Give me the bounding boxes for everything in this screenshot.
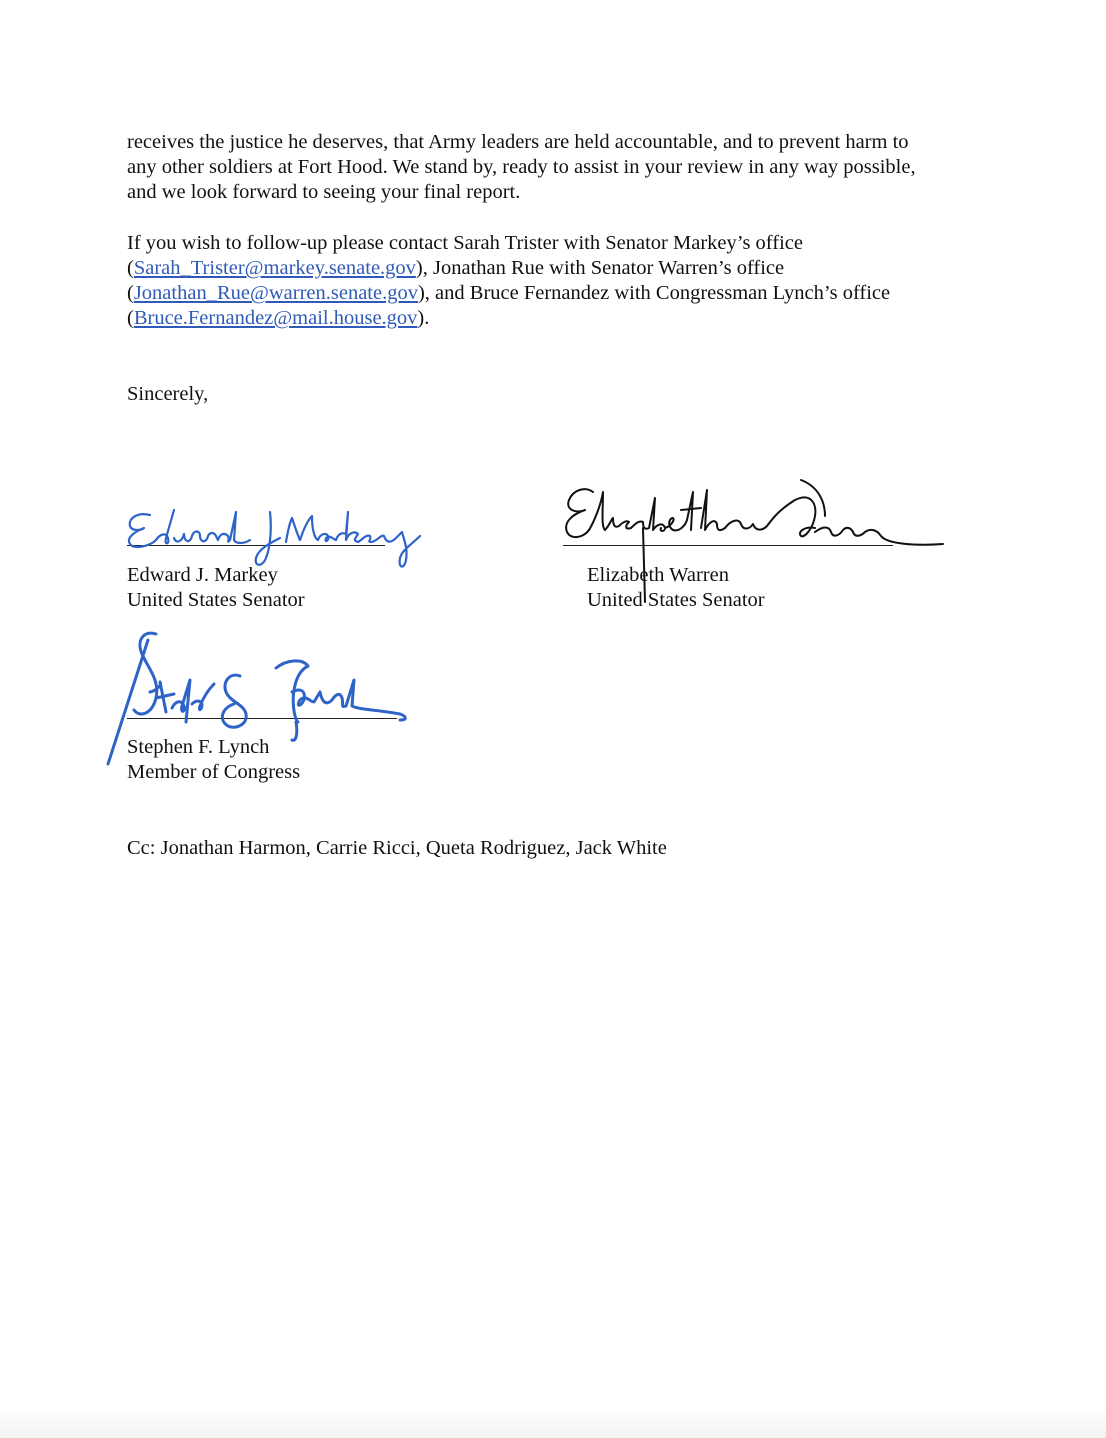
contact-line: If you wish to follow-up please contact Sarah Trister with Senator Markey’s office (127, 232, 803, 254)
signatory-title: Member of Congress (127, 761, 301, 783)
paragraph-line: and we look forward to seeing your final report. (127, 181, 521, 203)
signatory-name: Edward J. Markey (127, 564, 278, 586)
signatory-block-markey (127, 563, 305, 613)
email-link-trister[interactable]: Sarah_Trister@markey.senate.gov (133, 257, 416, 279)
signatory-name: Elizabeth Warren (587, 564, 729, 586)
contact-line (127, 256, 784, 281)
signatory-title: United States Senator (587, 589, 765, 611)
closing: Sincerely, (127, 383, 209, 405)
contact-line (127, 281, 890, 306)
contact-line (127, 306, 429, 331)
page-bottom-shade (0, 1408, 1106, 1438)
paragraph-line: receives the justice he deserves, that Army leaders are held accountable, and to prevent harm to (127, 131, 909, 153)
open-paren: ( (127, 282, 134, 304)
contact-text: ). (417, 307, 430, 329)
open-paren: ( (127, 307, 134, 329)
signatory-title: United States Senator (127, 589, 305, 611)
signatory-block-lynch (127, 735, 300, 785)
paragraph-line: any other soldiers at Fort Hood. We stand by, ready to assist in your review in any way possible, (127, 156, 916, 178)
email-link-fernandez[interactable]: Bruce.Fernandez@mail.house.gov (133, 307, 418, 329)
contact-text: ), and Bruce Fernandez with Congressman Lynch’s office (417, 282, 891, 304)
contact-text: ), Jonathan Rue with Senator Warren’s office (415, 257, 785, 279)
open-paren: ( (127, 257, 134, 279)
email-link-rue[interactable]: Jonathan_Rue@warren.senate.gov (133, 282, 418, 304)
signatory-block-warren (587, 563, 765, 613)
cc-line: Cc: Jonathan Harmon, Carrie Ricci, Queta Rodriguez, Jack White (127, 837, 667, 859)
signatory-name: Stephen F. Lynch (127, 736, 270, 758)
